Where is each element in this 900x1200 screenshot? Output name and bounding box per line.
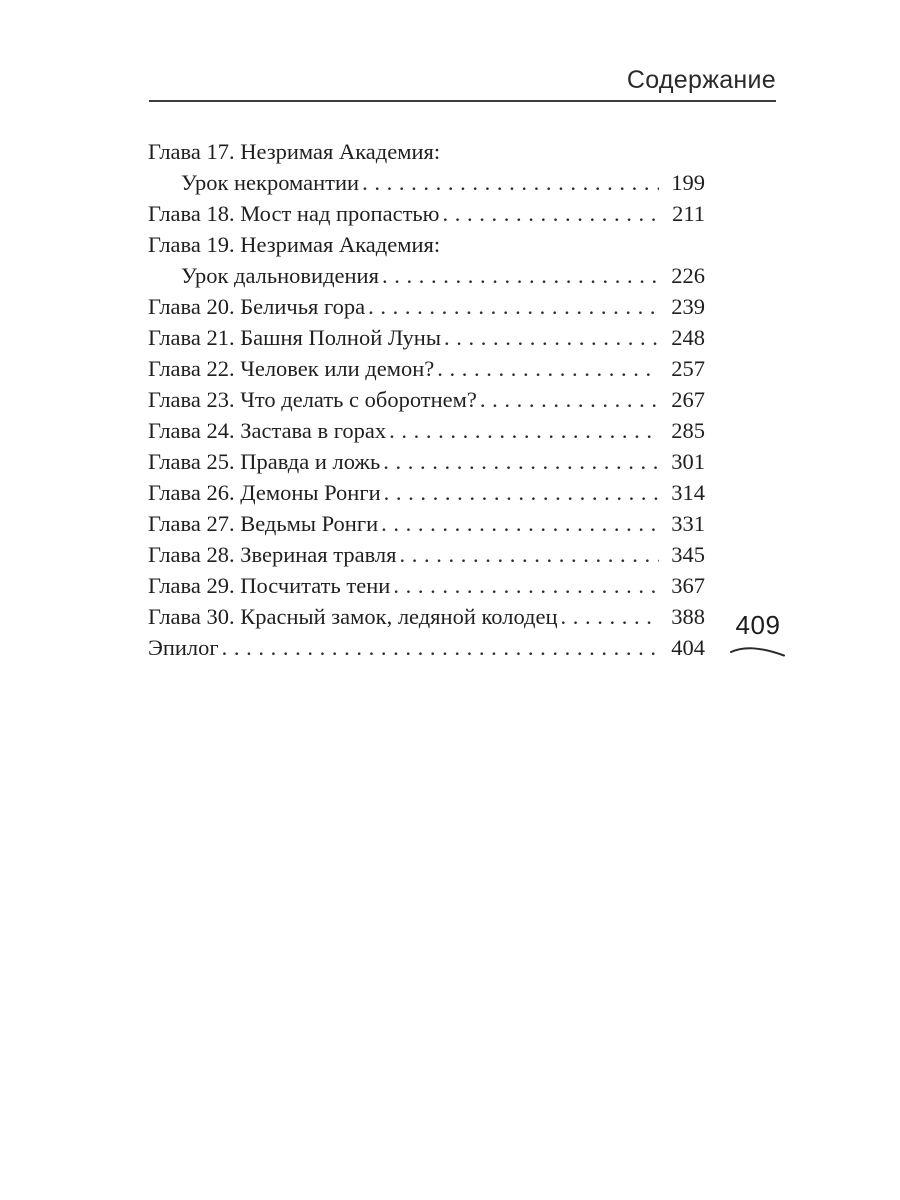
toc-entry-page: 226: [671, 263, 705, 288]
toc-entry-label: Глава 26. Демоны Ронги: [148, 480, 381, 505]
toc-entry-page: 404: [671, 635, 705, 660]
toc-row: [148, 415, 705, 446]
dot-leader: [368, 291, 659, 322]
toc-entry-page: 199: [671, 170, 705, 195]
toc-entry-label: Глава 20. Беличья гора: [148, 294, 366, 319]
toc-row: [148, 291, 705, 322]
toc-entry-label: Глава 27. Ведьмы Ронги: [148, 511, 379, 536]
dot-leader: [444, 322, 659, 353]
toc-list: [148, 136, 705, 663]
toc-entry-page: 285: [671, 418, 705, 443]
toc-entry-page: 239: [671, 294, 705, 319]
toc-entry-label: Глава 25. Правда и ложь: [148, 449, 381, 474]
toc-row: [148, 260, 705, 291]
toc-entry-label: Урок дальновидения: [181, 263, 379, 288]
toc-row: [148, 446, 705, 477]
toc-row: [148, 353, 705, 384]
dot-leader: [383, 446, 659, 477]
dot-leader: [442, 198, 659, 229]
toc-entry-label: Эпилог: [148, 635, 219, 660]
toc-entry-page: 367: [671, 573, 705, 598]
toc-entry-page: 331: [671, 511, 705, 536]
toc-row: [148, 508, 705, 539]
toc-entry-label: Глава 29. Посчитать тени: [148, 573, 391, 598]
toc-entry-label: Глава 24. Застава в горах: [148, 418, 387, 443]
toc-entry-page: 267: [671, 387, 705, 412]
dot-leader: [561, 601, 659, 632]
toc-entry-label: Глава 19. Незримая Академия:: [148, 232, 441, 257]
folio-swash-icon: [729, 643, 787, 659]
dot-leader: [480, 384, 659, 415]
toc-entry-page: 301: [671, 449, 705, 474]
toc-entry-page: 314: [671, 480, 705, 505]
toc-entry-label: Глава 17. Незримая Академия:: [148, 139, 441, 164]
toc-entry-label: Глава 18. Мост над пропастью: [148, 201, 440, 226]
toc-row: [148, 322, 705, 353]
page-header-title: Содержание: [626, 66, 776, 94]
dot-leader: [222, 632, 659, 663]
dot-leader: [400, 539, 659, 570]
toc-row: [148, 632, 705, 663]
toc-entry-label: Глава 30. Красный замок, ледяной колодец: [148, 604, 558, 629]
toc-entry-label: Глава 22. Человек или демон?: [148, 356, 435, 381]
toc-entry-page: 388: [671, 604, 705, 629]
page-folio-number: 409: [735, 610, 781, 640]
toc-entry-page: 248: [671, 325, 705, 350]
toc-row: [148, 198, 705, 229]
dot-leader: [393, 570, 659, 601]
toc-row: [148, 136, 705, 167]
toc-row: [148, 601, 705, 632]
toc-row: [148, 384, 705, 415]
toc-row: [148, 229, 705, 260]
dot-leader: [382, 260, 659, 291]
dot-leader: [381, 508, 659, 539]
toc-row: [148, 570, 705, 601]
toc-entry-label: Глава 28. Звериная травля: [148, 542, 397, 567]
dot-leader: [384, 477, 659, 508]
toc-entry-label: Урок некромантии: [181, 170, 360, 195]
toc-entry-page: 211: [672, 201, 705, 226]
toc-row: [148, 477, 705, 508]
toc-entry-label: Глава 23. Что делать с оборотнем?: [148, 387, 477, 412]
toc-row: [148, 539, 705, 570]
dot-leader: [362, 167, 659, 198]
dot-leader: [437, 353, 659, 384]
header-rule-divider: [149, 100, 776, 102]
toc-entry-label: Глава 21. Башня Полной Луны: [148, 325, 441, 350]
toc-entry-page: 257: [671, 356, 705, 381]
dot-leader: [389, 415, 659, 446]
toc-row: [148, 167, 705, 198]
toc-entry-page: 345: [671, 542, 705, 567]
folio-block: [724, 610, 792, 659]
